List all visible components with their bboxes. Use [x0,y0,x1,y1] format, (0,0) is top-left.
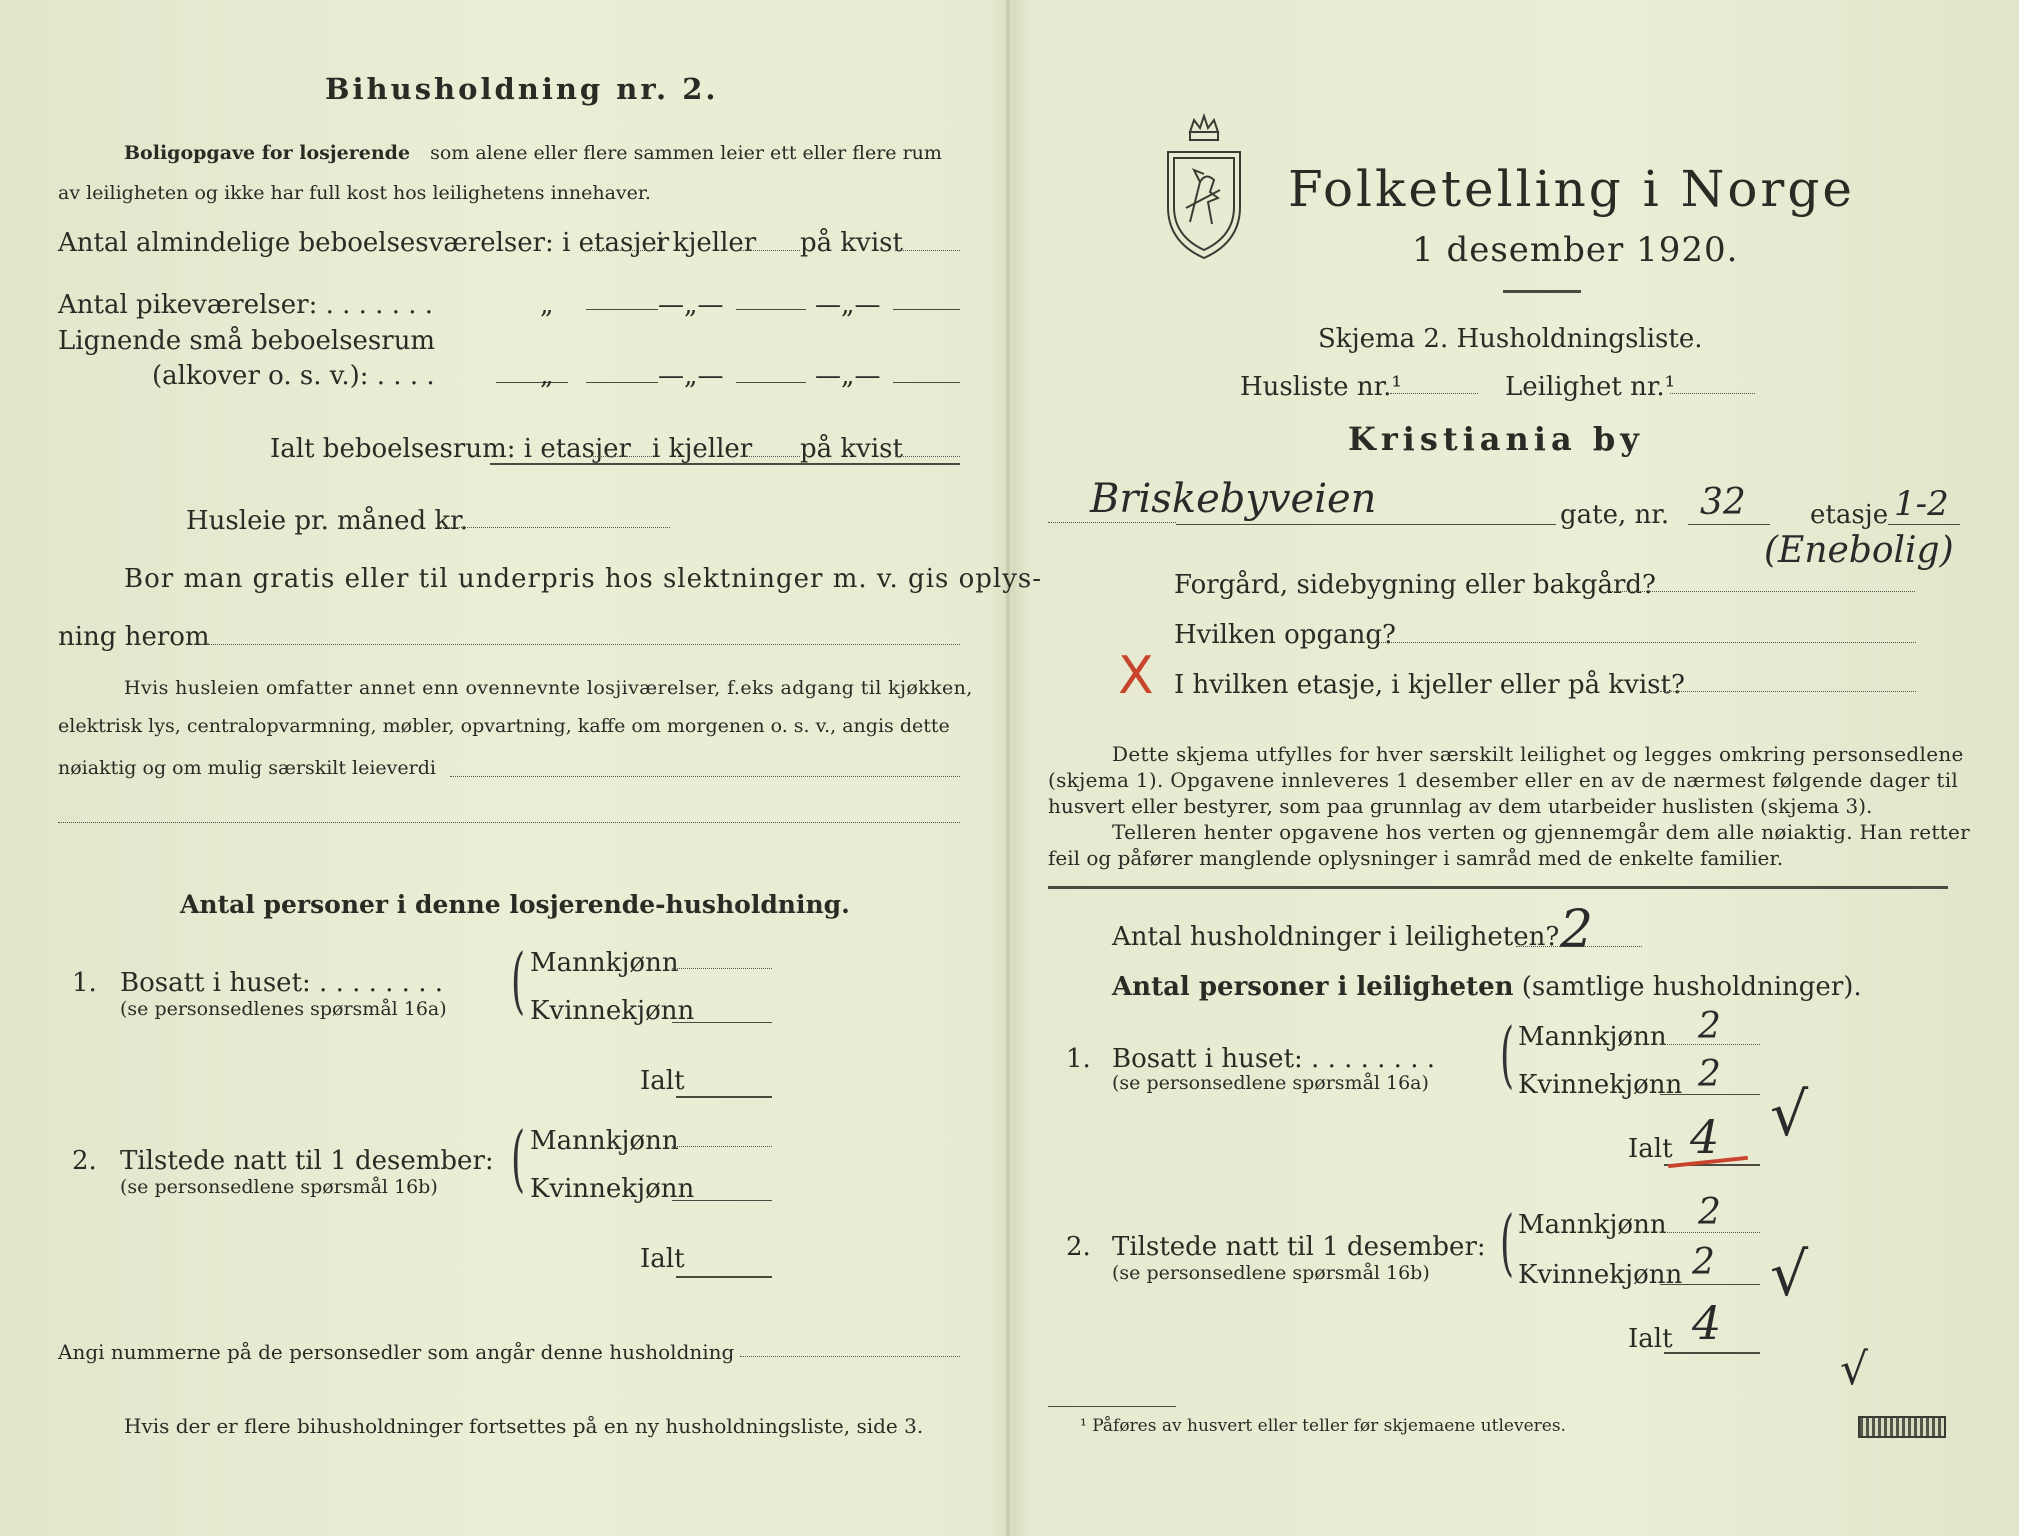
pike-ditto-3: —„— [815,290,881,320]
left-q1-note: (se personsedlenes spørsmål 16a) [120,998,447,1020]
right-q2-label: Tilstede natt til 1 desember: [1112,1232,1486,1262]
left-q1-male-label: Mannkjønn [530,948,679,978]
right-persons-heading-rest: (samtlige husholdninger). [1521,972,1862,1002]
check-mark-1: √ [1770,1080,1809,1150]
right-q1-female-label: Kvinnekjønn [1518,1070,1683,1100]
households-label: Antal husholdninger i leiligheten? [1112,922,1560,952]
similar-line-2 [736,382,806,383]
check-mark-3: √ [1840,1344,1869,1395]
numbers-field[interactable] [740,1356,960,1357]
left-q2-label: Tilstede natt til 1 desember: [120,1146,494,1176]
red-x-mark: X [1118,646,1154,706]
free-field[interactable] [200,644,960,645]
similar-line-0 [496,382,568,383]
incl-line-1: Hvis husleien omfatter annet enn ovennevnte losjiværelser, f.eks adgang til kjøkken, [124,677,973,699]
left-q1-total-label: Ialt [640,1066,685,1096]
rooms-etasjer-field[interactable] [590,250,655,251]
pike-ditto-2: —„— [658,290,724,320]
enebolig-handwritten: (Enebolig) [1764,530,1954,571]
city-label: Kristiania by [1348,420,1644,458]
right-title: Folketelling i Norge [1288,160,1855,218]
page-fold [1006,0,1010,1536]
rooms-kvist-field[interactable] [895,250,960,251]
etasje-field[interactable] [1888,524,1960,525]
street-field[interactable] [1176,524,1556,525]
intro-line-1 [124,142,942,164]
intro-bold: Boligopgave for losjerende [124,142,411,164]
number-field[interactable] [1688,524,1770,525]
right-persons-heading-bold: Antal personer i leiligheten [1112,972,1514,1002]
pike-line-3 [893,309,960,310]
incl-field[interactable] [450,776,960,777]
forgard-field[interactable] [1610,591,1915,592]
similar-ditto-2: —„— [658,361,724,391]
opgang-question: Hvilken opgang? [1174,620,1396,650]
total-etasjer-field[interactable] [590,456,652,457]
right-q2-female-label: Kvinnekjønn [1518,1260,1683,1290]
footnote: ¹ Påføres av husvert eller teller før skjemaene utleveres. [1080,1416,1566,1436]
incl-line-2: elektrisk lys, centralopvarmning, møbler, opvartning, kaffe om morgenen o. s. v., angis dette [58,715,950,737]
leilighet-field[interactable] [1670,393,1755,394]
incl-line-3: nøiaktig og om mulig særskilt leieverdi [58,757,436,779]
rent-label: Husleie pr. måned kr. [186,506,468,536]
numbers-label: Angi nummerne på de personsedler som angår denne husholdning [58,1340,735,1364]
instr-line-3: husvert eller bestyrer, som paa grunnlag av dem utarbeider huslisten (skjema 3). [1048,794,1873,818]
left-q1-female-label: Kvinnekjønn [530,996,695,1026]
right-q2-female-field[interactable] [1660,1284,1760,1285]
street-handwritten: Briskebyveien [1090,476,1377,522]
similar-label-2: (alkover o. s. v.): . . . . [152,361,435,391]
total-kjeller-field[interactable] [740,456,800,457]
right-q2-total-hand: 4 [1692,1296,1722,1350]
right-q1-male-label: Mannkjønn [1518,1022,1667,1052]
right-q1-male-hand: 2 [1698,1006,1721,1047]
instr-line-1: Dette skjema utfylles for hver særskilt leilighet og legges omkring personsedlene [1112,742,1964,766]
gate-label: gate, nr. [1560,500,1670,530]
similar-label-1: Lignende små beboelsesrum [58,326,436,356]
pike-line-2 [736,309,806,310]
free-line-1: Bor man gratis eller til underpris hos slektninger m. v. gis oplys- [124,564,1043,594]
right-persons-heading [1112,972,1862,1002]
left-q2-male-field[interactable] [672,1146,772,1147]
forgard-question: Forgård, sidebygning eller bakgård? [1174,570,1656,600]
right-q1-total-label: Ialt [1628,1134,1673,1164]
printer-stamp-icon [1858,1416,1946,1438]
rooms-label: Antal almindelige beboelsesværelser: i etasjer [58,228,670,258]
right-q1-num: 1. [1066,1044,1091,1074]
total-kvist-field[interactable] [895,456,960,457]
number-handwritten: 32 [1700,482,1746,523]
left-q2-male-label: Mannkjønn [530,1126,679,1156]
street-leader [1048,522,1176,523]
left-q1-total-field[interactable] [676,1096,772,1098]
title-rule [1503,290,1581,293]
right-q1-total-hand: 4 [1690,1110,1720,1164]
left-q1-num: 1. [72,968,97,998]
right-q2-note: (se personsedlene spørsmål 16b) [1112,1262,1430,1284]
rent-field[interactable] [440,527,670,528]
left-q2-female-label: Kvinnekjønn [530,1174,695,1204]
incl-field-2[interactable] [58,822,960,823]
check-mark-2: √ [1770,1240,1809,1310]
right-q2-total-label: Ialt [1628,1324,1673,1354]
norwegian-coat-of-arms-icon [1160,112,1248,262]
pike-ditto-1: „ [540,290,554,320]
left-footer: Hvis der er flere bihusholdninger fortsettes på en ny husholdningsliste, side 3. [124,1414,924,1438]
pike-label: Antal pikeværelser: . . . . . . . [58,290,434,320]
left-q2-female-field[interactable] [672,1200,772,1201]
rooms-kjeller-field[interactable] [740,250,800,251]
households-field[interactable] [1516,946,1642,947]
footnote-rule [1048,1406,1176,1407]
left-q2-num: 2. [72,1146,97,1176]
total-rooms-label: Ialt beboelsesrum: i etasjer [270,434,631,464]
opgang-field[interactable] [1368,642,1916,643]
instr-line-4: Telleren henter opgavene hos verten og gjennemgår dem alle nøiaktig. Han retter [1112,820,1971,844]
left-q1-brace: ( [511,938,526,1022]
total-kjeller-label: i kjeller [652,434,753,464]
left-q1-female-field[interactable] [672,1022,772,1023]
left-q2-note: (se personsedlene spørsmål 16b) [120,1176,438,1198]
etasje-question: I hvilken etasje, i kjeller eller på kvist? [1174,670,1685,700]
instr-line-2: (skjema 1). Opgavene innleveres 1 desember eller en av de nærmest følgende dager til [1048,768,1959,792]
left-q1-label: Bosatt i huset: . . . . . . . . [120,968,444,998]
right-q2-total-field[interactable] [1664,1352,1760,1354]
etasje-question-field[interactable] [1660,691,1916,692]
similar-line-3 [893,382,960,383]
intro-line-2: av leiligheten og ikke har full kost hos leilighetens innehaver. [58,182,651,204]
right-q1-brace: ( [1500,1012,1515,1096]
right-q2-num: 2. [1066,1232,1091,1262]
leilighet-label: Leilighet nr.¹ [1505,372,1676,402]
left-q2-brace: ( [511,1116,526,1200]
similar-line-1 [586,382,658,383]
right-date: 1 desember 1920. [1412,230,1739,270]
left-q2-total-field[interactable] [676,1276,772,1278]
right-q2-male-field[interactable] [1660,1232,1760,1233]
similar-ditto-3: —„— [815,361,881,391]
left-title: Bihusholdning nr. 2. [325,72,719,106]
pike-line-1 [586,309,658,310]
left-q1-male-field[interactable] [672,968,772,969]
intro-rest: som alene eller flere sammen leier ett eller flere rum [430,142,942,164]
schema-label: Skjema 2. Husholdningsliste. [1318,324,1703,354]
left-persons-heading: Antal personer i denne losjerende-husholdning. [180,890,850,919]
left-q2-total-label: Ialt [640,1244,685,1274]
husliste-field[interactable] [1390,393,1478,394]
rooms-kjeller-label: i kjeller [656,228,757,258]
instr-line-5: feil og påfører manglende oplysninger i samråd med de enkelte familier. [1048,846,1784,870]
etasje-handwritten: 1-2 [1894,484,1949,524]
instructions-rule [1048,886,1948,889]
right-q2-male-hand: 2 [1698,1192,1721,1233]
similar-ditto-1: „ [540,361,554,391]
right-q2-female-hand: 2 [1692,1242,1715,1283]
total-kvist-label: på kvist [800,434,903,464]
right-q1-note: (se personsedlene spørsmål 16a) [1112,1072,1429,1094]
rooms-kvist-label: på kvist [800,228,903,258]
free-line-2: ning herom [58,622,210,652]
right-q1-male-field[interactable] [1660,1044,1760,1045]
right-q1-female-field[interactable] [1660,1094,1760,1095]
right-q1-label: Bosatt i huset: . . . . . . . . [1112,1044,1436,1074]
husliste-label: Husliste nr.¹ [1240,372,1402,402]
right-q2-brace: ( [1500,1200,1515,1284]
etasje-label: etasje [1810,500,1889,530]
households-handwritten: 2 [1560,900,1594,960]
right-q1-female-hand: 2 [1698,1054,1721,1095]
total-underline [490,463,960,465]
right-q2-male-label: Mannkjønn [1518,1210,1667,1240]
